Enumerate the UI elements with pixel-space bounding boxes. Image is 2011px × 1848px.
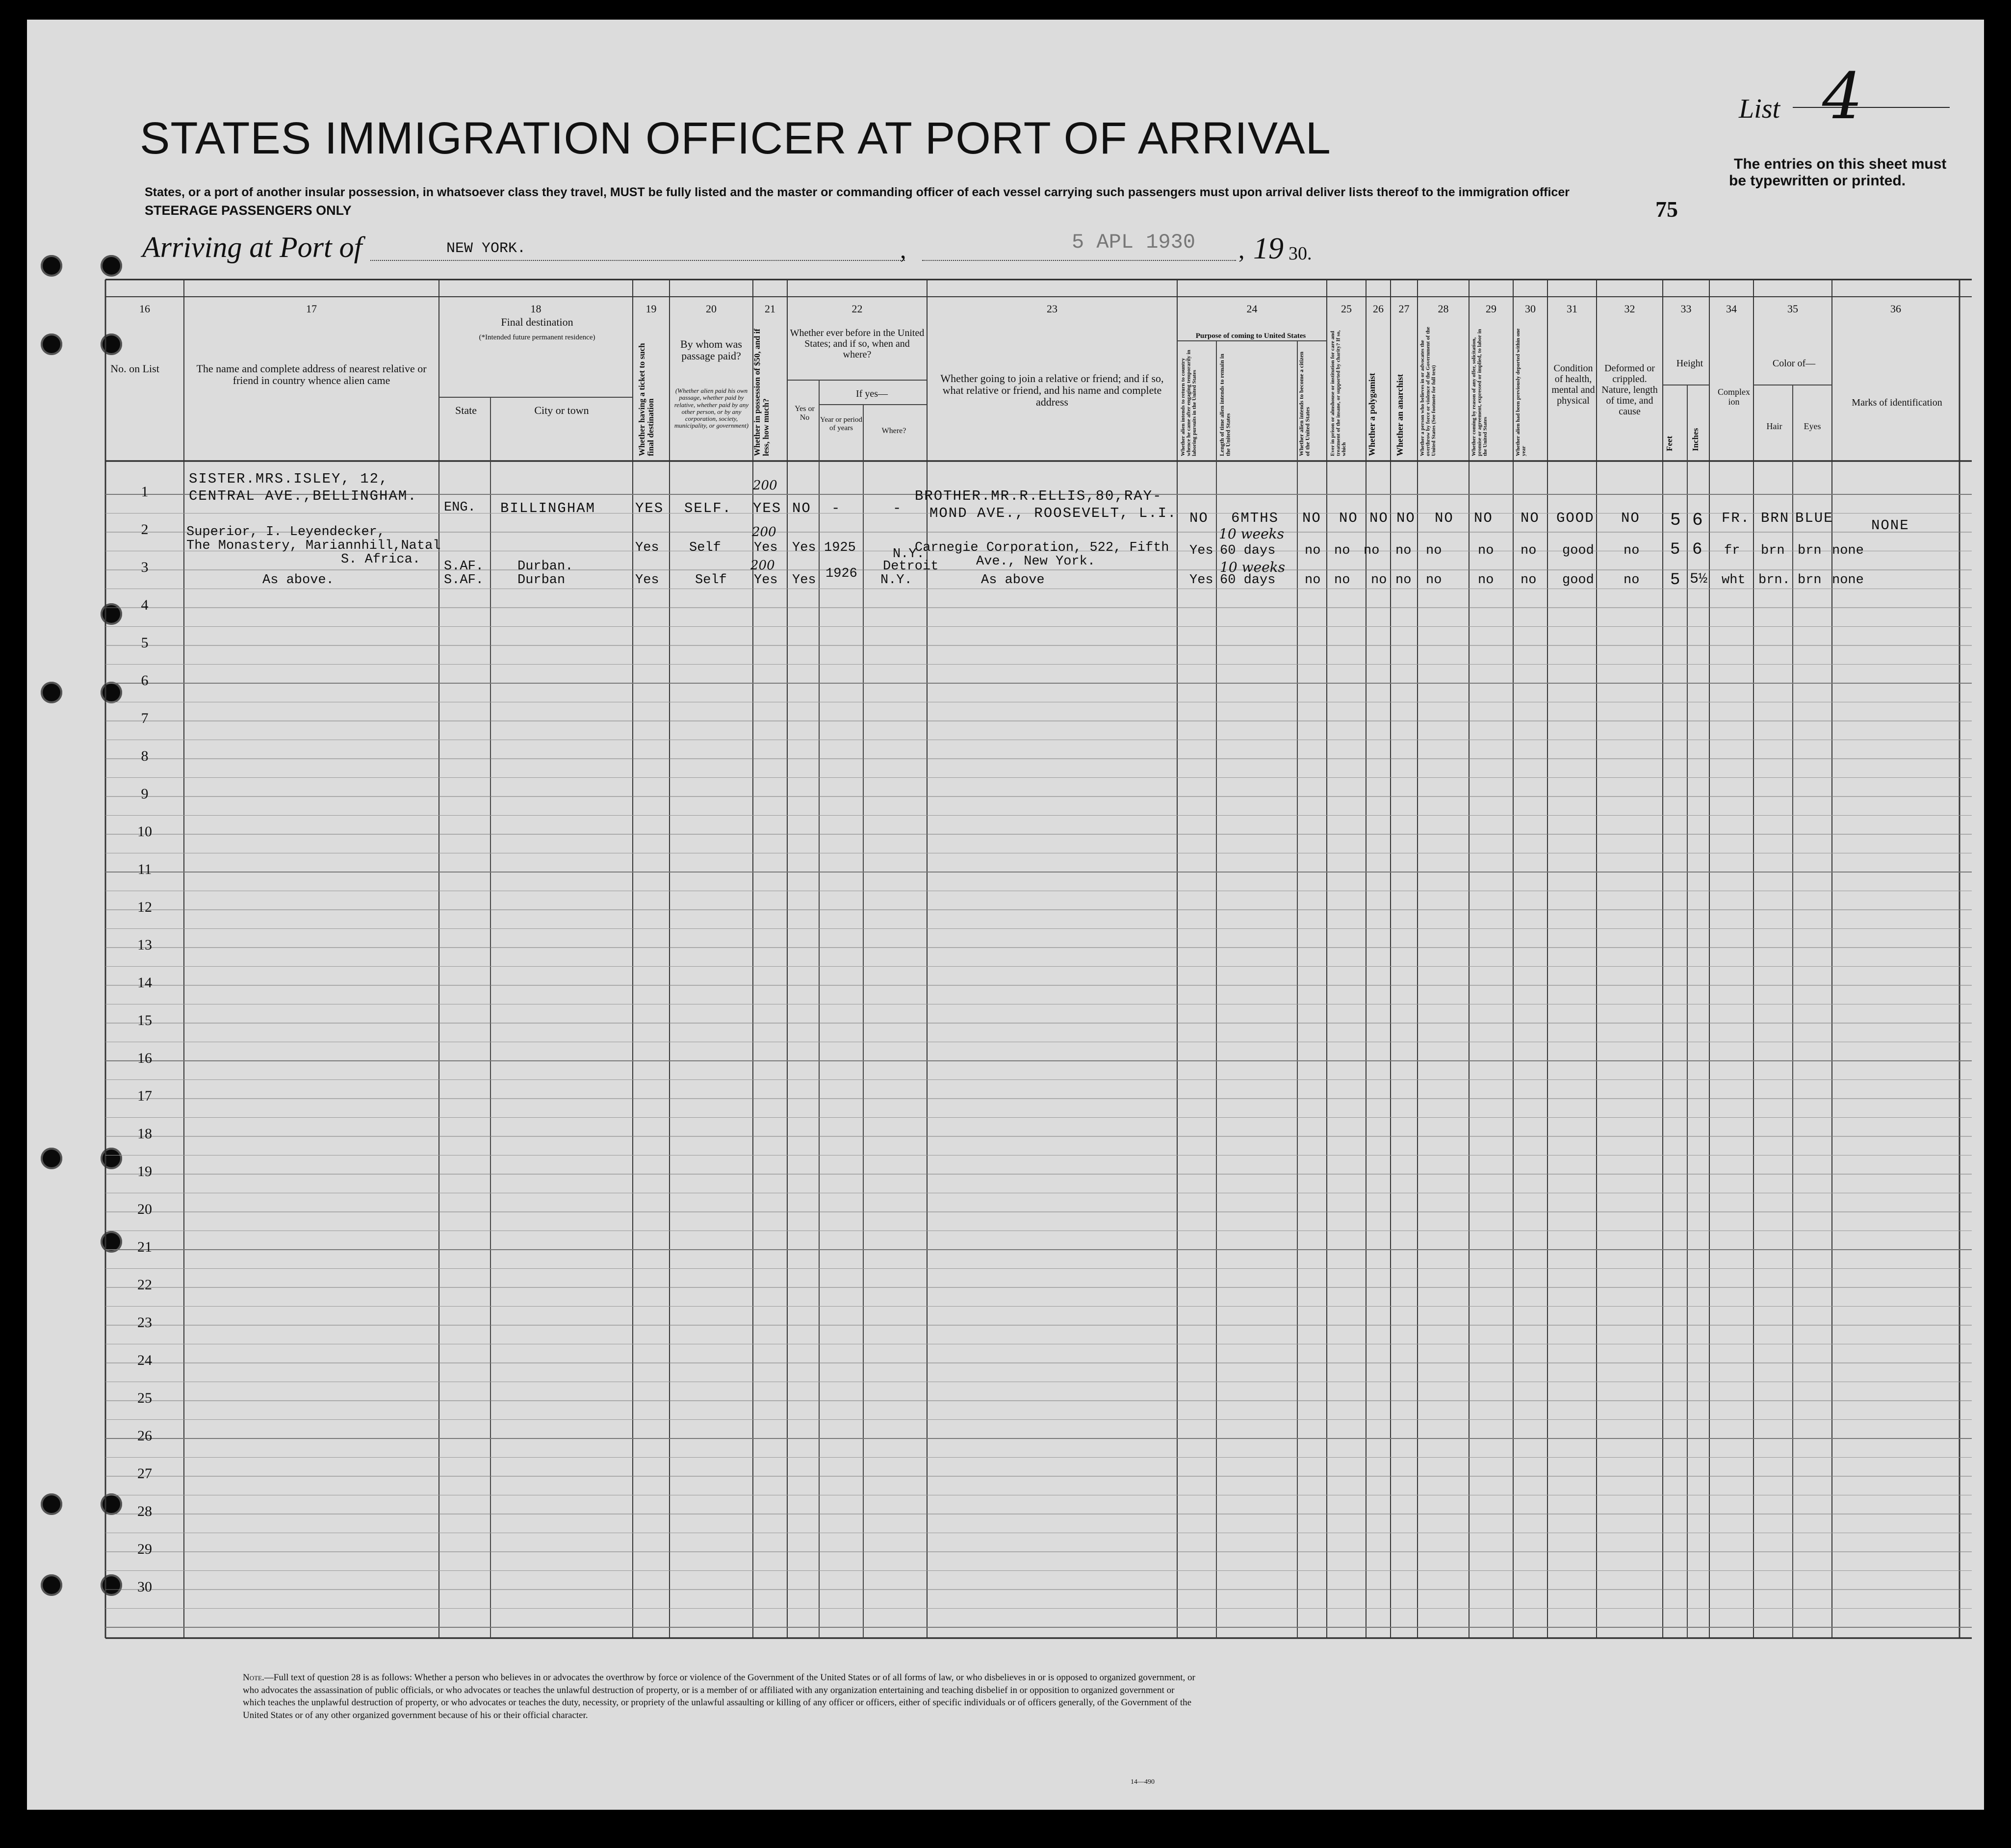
entry-1-ticket: YES <box>635 500 664 516</box>
header-c16: No. on List <box>110 362 159 375</box>
entry-1-relative-line2: CENTRAL AVE.,BELLINGHAM. <box>189 488 417 504</box>
entry-2-deported: no <box>1521 543 1537 558</box>
column-number: 21 <box>765 303 775 315</box>
page-number: 75 <box>1655 197 1678 222</box>
entry-2-city: Durban. <box>517 559 573 574</box>
header-c33-inches: Inches <box>1691 428 1700 451</box>
entry-1-inches: 6 <box>1692 510 1704 530</box>
entry-1-complexion: FR. <box>1722 510 1751 526</box>
entry-1-money: YES <box>753 500 782 516</box>
column-number: 31 <box>1567 303 1577 315</box>
page-title: STATES IMMIGRATION OFFICER AT PORT OF ARRIVAL <box>140 113 1331 163</box>
row-number: 7 <box>141 710 149 726</box>
entry-2-length: 60 days <box>1220 543 1276 558</box>
header-c18-note: (*Intended future permanent residence) <box>479 334 595 341</box>
entry-3-inches: 5½ <box>1690 571 1708 588</box>
sheet-instruction-2: be typewritten or printed. <box>1729 173 1906 189</box>
manifest-sheet: STATES IMMIGRATION OFFICER AT PORT OF ARRIVAL List 4 The entries on this sheet must be typewritten or printed. States, or a port of another insular possession, in whatsoever class they travel, MUST be fully listed and the master or commanding officer of each vessel carrying such passengers must upon arrival deliver lists thereof to the immigration officer STEERAGE PASSENGERS ONLY 75 Arriving at Port of NEW YORK. , 5 APL 1930 , 19 30. 16 17 18 19 20 21 22 23 24 25 26 27 28 29 30 31 32 33 34 35 36 No. on List The name and complete address of nearest relative or friend in country whence alien came Final destination (*Intended future permanent residence) State City or town Whether having a ticket to such final destination By whom was passage paid? (Whether alien paid his own passage, whether paid by relative, whether paid by any other person, or by any corporation, society, municipality, or government) Whether in possession of $50, and if less, how much? Whether ever before in the United States; and if so, when and where? Yes or No If yes— Year or period of years Where? Whether going to join a relative or friend; and if so, what relative or friend, and his name and complete address Purpose of coming to United States Whether alien intends to return to country whence he came after engaging temporarily in laboring pursuits in the United States Length of time alien intends to remain in the United States Whether alien intends to become a citizen of the United States Ever in prison or almshouse or institution for care and treatment of the insane, or supported by charity? If so, which Whether a polygamist Whether an anarchist Whether a person who believes in or advocates the overthrow by force or violence of the Government of the United States (See footnote for full text) Whether coming by reason of any offer, solicitation, promise or agreement, expressed or implied, to labor in the United States Whether alien had been previously deported within one year Condition of health, mental and physical Deformed or crippled. Nature, length of time, and cause Height Feet Inches Complexion Color of— Hair Eyes Marks of identification 1 2 3 4 5 6 7 8 9 10 11 12 13 14 15 16 17 18 19 20 21 22 23 24 25 26 27 28 29 30 SISTER.MRS.ISLEY, 12, CENTRAL AVE.,BELLINGHAM. ENG. BILLINGHAM YES SELF. 200 YES NO - - BROTHER.MR.R.ELLIS,80,RAY- MOND AVE., ROOSEVELT, L.I. NO 6MTHS NO NO NO NO NO NO NO GOOD NO 5 6 FR. BRN BLUE NONE Superior, I. Leyendecker, The Monastery, Mariannhill,Natal S. Africa. S.AF. Durban. Yes Self 200 Yes Yes 1925 N.Y. Detroit Carnegie Corporation, 522, Fifth Ave., New York. Yes 60 days 10 weeks no no no no no no no good no 5 6 fr brn brn none As above. S.AF. Durban Yes Self 200 Yes Yes 1926 N.Y. As above Yes 60 days 10 weeks no no no no no no no good no 5 5½ wht brn. brn none Note.—Full text of question 28 is as follows: Whether a person who believes in or advocates the overthrow by force or violence of the Government of the United States or of all forms of law, or who disbelieves in or is opposed to organized government, or who advocates the assassination of public officials, or who advocates or teaches the unlawful destruction of property, or is a member of or affiliated with any organization entertaining and teaching disbelief in or opposition to organized government or which teaches the unplawful destruction of property, or who advocates or teaches the duty, necessity, or propriety of the unlawful assaulting or killing of any officer or officers, either of specific individuals or of officers generally, of the Government of the United States or of any other organized government because of his or their official character. 14—490 <box>27 20 1984 1810</box>
header-c20-note: (Whether alien paid his own passage, whether paid by relative, whether paid by any other person, or by any corporation, society, municipality, or government) <box>674 387 749 430</box>
row-number: 8 <box>141 748 149 764</box>
row-number: 26 <box>137 1428 152 1444</box>
entry-2-relative-line2: The Monastery, Mariannhill,Natal <box>186 539 441 553</box>
row-number: 10 <box>137 823 152 840</box>
entry-1-length: 6MTHS <box>1231 510 1279 526</box>
column-number: 32 <box>1624 303 1635 315</box>
column-number: 28 <box>1438 303 1449 315</box>
row-number: 20 <box>137 1201 152 1217</box>
entry-1-return: NO <box>1189 510 1209 526</box>
header-c30: Whether alien had been previously deported within one year <box>1515 328 1527 456</box>
entry-3-ticket: Yes <box>635 573 659 588</box>
table-grid <box>27 20 1984 1810</box>
entry-3-join-line1: As above <box>981 573 1045 588</box>
entry-3-return: Yes <box>1189 573 1213 588</box>
column-number: 29 <box>1486 303 1496 315</box>
header-c26: Whether a polygamist <box>1367 373 1377 456</box>
entry-2-complexion: fr <box>1724 543 1740 558</box>
entry-2-citizen: no <box>1305 543 1321 558</box>
column-number: 35 <box>1787 303 1798 315</box>
row-number: 22 <box>137 1277 152 1293</box>
entry-1-city: BILLINGHAM <box>500 500 596 516</box>
entry-3-labor: no <box>1478 573 1494 588</box>
header-c29: Whether coming by reason of any offer, solicitation, promise or agreement, expressed or implied, to labor in the United States <box>1471 329 1489 456</box>
row-number: 3 <box>141 559 149 575</box>
header-c22-ifyes: If yes— <box>856 388 888 399</box>
entry-2-return: Yes <box>1189 543 1213 558</box>
header-c32: Deformed or crippled. Nature, length of time, and cause <box>1601 363 1658 417</box>
entry-3-before-yn: Yes <box>792 573 816 588</box>
entry-1-before-year: - <box>831 500 841 516</box>
header-c27: Whether an anarchist <box>1395 374 1405 456</box>
year-suffix: 30. <box>1289 243 1312 264</box>
entry-3-relative-line1: As above. <box>262 573 334 588</box>
entry-2-paid-by: Self <box>689 540 721 555</box>
arriving-label: Arriving at Port of <box>142 231 362 263</box>
header-c17: The name and complete address of nearest relative or friend in country whence alien came <box>196 362 427 387</box>
entry-3-length-note: 10 weeks <box>1220 559 1285 575</box>
entry-3-state: S.AF. <box>444 573 484 588</box>
header-c24: Purpose of coming to United States <box>1195 332 1306 340</box>
column-number: 24 <box>1246 303 1258 315</box>
row-number: 29 <box>137 1541 152 1557</box>
row-number: 28 <box>137 1503 152 1519</box>
row-number: 6 <box>141 672 149 689</box>
header-c33-feet: Feet <box>1665 436 1674 451</box>
entry-2-marks: none <box>1832 543 1864 558</box>
entry-2-overthrow: no <box>1426 543 1442 558</box>
column-number: 25 <box>1341 303 1352 315</box>
entry-1-join-line1: BROTHER.MR.R.ELLIS,80,RAY- <box>915 488 1162 504</box>
column-number: 17 <box>306 303 317 315</box>
entry-1-polygamist: NO <box>1369 510 1389 526</box>
footnote-text: —Full text of question 28 is as follows: Whether a person who believes in or advocates the overthrow by force or violence of the Government of the United States or of all forms of law, or who disbelieves in or is opposed to organized government, or who advocates the assassination of public officials, or who advocates or teaches the unlawful destruction of property, or is a member of or affiliated with any organization entertaining and teaching disbelief in or opposition to organized government or which teaches the unplawful destruction of property, or who advocates or teaches the duty, necessity, or propriety of the unlawful assaulting or killing of any officer or officers, either of specific individuals or of officers generally, of the Government of the United States or of any other organized government because of his or their official character. <box>243 1672 1195 1720</box>
entry-2-before-year: 1925 <box>824 540 856 555</box>
header-c31: Condition of health, mental and physical <box>1551 363 1595 406</box>
entry-3-citizen: no <box>1305 573 1321 588</box>
column-number: 26 <box>1373 303 1384 315</box>
entry-3-deported: no <box>1521 573 1537 588</box>
entry-1-labor: NO <box>1474 510 1493 526</box>
footnote-label: Note. <box>243 1672 264 1683</box>
entry-2-state: S.AF. <box>444 559 484 574</box>
row-number: 17 <box>137 1088 152 1104</box>
row-number: 13 <box>137 937 152 953</box>
entry-1-citizen: NO <box>1302 510 1321 526</box>
entry-3-before-where: N.Y. <box>880 573 912 588</box>
row-number: 18 <box>137 1126 152 1142</box>
entry-2-length-note: 10 weeks <box>1219 526 1284 542</box>
header-c18: Final destination <box>501 316 573 328</box>
column-number: 34 <box>1726 303 1737 315</box>
header-c22-yesno: Yes or No <box>795 405 815 422</box>
entry-2-anarchist: no <box>1395 543 1412 558</box>
steerage-label: STEERAGE PASSENGERS ONLY <box>145 203 352 218</box>
list-number: 4 <box>1822 59 1863 133</box>
entry-2-health: good <box>1562 543 1594 558</box>
row-number: 21 <box>137 1239 152 1255</box>
sheet-instruction-1: The entries on this sheet must <box>1734 156 1947 172</box>
row-number: 2 <box>141 521 149 538</box>
instruction-line: States, or a port of another insular possession, in whatsoever class they travel, MUST be fully listed and the master or commanding officer of each vessel carrying such passengers must upon arrival deliver lists thereof to the immigration officer <box>145 185 1570 199</box>
column-number: 30 <box>1525 303 1536 315</box>
entry-1-before-where: - <box>893 500 902 516</box>
entry-1-overthrow: NO <box>1435 510 1454 526</box>
entry-2-relative-line3: S. Africa. <box>341 552 421 567</box>
entry-2-before-note: Detroit <box>883 559 939 574</box>
row-number: 14 <box>137 975 152 991</box>
entry-3-complexion: wht <box>1722 573 1746 588</box>
row-number: 12 <box>137 899 152 915</box>
header-c25: Ever in prison or almshouse or institution for care and treatment of the insane, or supported by charity? If so, which <box>1330 330 1347 456</box>
entry-2-deformed: no <box>1624 543 1640 558</box>
entry-2-before-where: N.Y. <box>893 547 925 562</box>
entry-2-money: Yes <box>754 540 778 555</box>
row-number: 9 <box>141 786 149 802</box>
header-c22: Whether ever before in the United States; and if so, when and where? <box>790 328 925 360</box>
entry-1-eyes: BLUE <box>1795 510 1833 526</box>
form-number: 14—490 <box>1131 1778 1155 1786</box>
header-c34: Complexion <box>1718 387 1750 407</box>
list-label: List <box>1739 94 1780 124</box>
row-number: 16 <box>137 1050 152 1066</box>
entry-2-ticket: Yes <box>635 540 659 555</box>
entry-2-labor: no <box>1478 543 1494 558</box>
entry-1-state: ENG. <box>444 500 476 515</box>
row-number: 23 <box>137 1314 152 1331</box>
entry-3-hair: brn. <box>1758 573 1790 588</box>
header-c24-b: Length of time alien intends to remain in the United States <box>1218 354 1232 456</box>
entry-1-join-line2: MOND AVE., ROOSEVELT, L.I. <box>929 505 1177 521</box>
entry-2-join-line2: Ave., New York. <box>976 554 1096 569</box>
entry-1-relative-line1: SISTER.MRS.ISLEY, 12, <box>189 471 389 487</box>
year-prefix: 19 <box>1253 232 1284 265</box>
header-c35: Color of— <box>1772 358 1816 369</box>
entry-2-prison: no <box>1334 543 1350 558</box>
header-c19: Whether having a ticket to such final destination <box>637 343 655 456</box>
row-number: 11 <box>137 861 152 877</box>
row-number: 30 <box>137 1579 152 1595</box>
entry-1-hair: BRN <box>1761 510 1790 526</box>
row-number: 27 <box>137 1465 152 1482</box>
header-c35-eyes: Eyes <box>1804 421 1821 431</box>
entry-3-eyes: brn <box>1798 573 1822 588</box>
row-number: 1 <box>141 484 149 500</box>
column-number: 18 <box>530 303 541 315</box>
header-c24-c: Whether alien intends to become a citizen of the United States <box>1298 351 1311 456</box>
entry-3-health: good <box>1562 573 1594 588</box>
entry-1-deported: NO <box>1521 510 1540 526</box>
row-number: 24 <box>137 1352 152 1368</box>
row-number: 19 <box>137 1163 152 1180</box>
entry-2-eyes: brn <box>1798 543 1822 558</box>
column-number: 36 <box>1890 303 1901 315</box>
entry-1-prison: NO <box>1339 510 1358 526</box>
entry-2-money-note: 200 <box>752 525 776 539</box>
entry-3-paid-by: Self <box>695 573 727 588</box>
column-number: 20 <box>706 303 717 315</box>
entry-2-relative-line1: Superior, I. Leyendecker, <box>186 525 386 539</box>
entry-2-hair: brn <box>1761 543 1785 558</box>
entry-2-inches: 6 <box>1692 540 1702 559</box>
row-number: 4 <box>141 597 149 613</box>
entry-2-feet: 5 <box>1670 540 1680 559</box>
date-stamp: 5 APL 1930 <box>1072 231 1196 254</box>
entry-3-city: Durban <box>517 573 566 588</box>
entry-3-money-note: 200 <box>750 558 775 573</box>
entry-3-deformed: no <box>1624 573 1640 588</box>
entry-3-prison: no <box>1334 573 1350 588</box>
entry-3-overthrow: no <box>1426 573 1442 588</box>
entry-1-before-yn: NO <box>792 500 811 516</box>
header-c33: Height <box>1676 358 1703 369</box>
header-c18-state: State <box>455 404 477 416</box>
entry-3-anarchist: no <box>1395 573 1412 588</box>
column-number: 23 <box>1047 303 1057 315</box>
header-c35-hair: Hair <box>1766 421 1782 431</box>
footnote <box>243 1671 1199 1722</box>
header-c28: Whether a person who believes in or advocates the overthrow by force or violence of the Government of the United States (See footnote for full text) <box>1419 327 1437 456</box>
entry-1-feet: 5 <box>1670 510 1682 530</box>
entry-1-money-note: 200 <box>753 478 777 493</box>
header-c24-a: Whether alien intends to return to country whence he came after engaging temporarily in laboring pursuits in the United States <box>1180 350 1198 456</box>
entry-3-polygamist: no <box>1371 573 1387 588</box>
column-number: 33 <box>1680 303 1692 315</box>
entry-1-anarchist: NO <box>1396 510 1416 526</box>
row-number: 25 <box>137 1390 152 1406</box>
entry-1-marks: NONE <box>1871 517 1909 534</box>
header-c36: Marks of identification <box>1852 397 1942 408</box>
entry-1-paid-by: SELF. <box>684 500 732 516</box>
header-c18-city: City or town <box>534 404 589 416</box>
entry-2-before-yn: Yes <box>792 540 816 555</box>
row-number: 5 <box>141 635 149 651</box>
column-number: 19 <box>645 303 657 315</box>
entry-1-deformed: NO <box>1621 510 1640 526</box>
header-c21: Whether in possession of $50, and if less, how much? <box>752 329 771 456</box>
header-c20: By whom was passage paid? <box>680 338 742 362</box>
entry-1-health: GOOD <box>1556 510 1595 526</box>
entry-3-feet: 5 <box>1670 571 1680 590</box>
column-number: 27 <box>1398 303 1410 315</box>
entry-3-marks: none <box>1832 573 1864 588</box>
entry-3-money: Yes <box>754 573 778 588</box>
column-number: 16 <box>139 303 150 315</box>
row-number: 15 <box>137 1012 152 1028</box>
port-name: NEW YORK. <box>446 240 526 257</box>
column-number: 22 <box>851 303 863 315</box>
entry-2-polygamist: no <box>1364 543 1380 558</box>
header-c22-year: Year or period of years <box>820 416 862 432</box>
entry-3-length: 60 days <box>1220 573 1276 588</box>
header-c22-where: Where? <box>881 427 906 435</box>
entry-2-join-line1: Carnegie Corporation, 522, Fifth <box>915 540 1169 555</box>
entry-3-before-year: 1926 <box>825 566 857 581</box>
header-c23: Whether going to join a relative or friend; and if so, what relative or friend, and his name and complete address <box>940 372 1164 409</box>
